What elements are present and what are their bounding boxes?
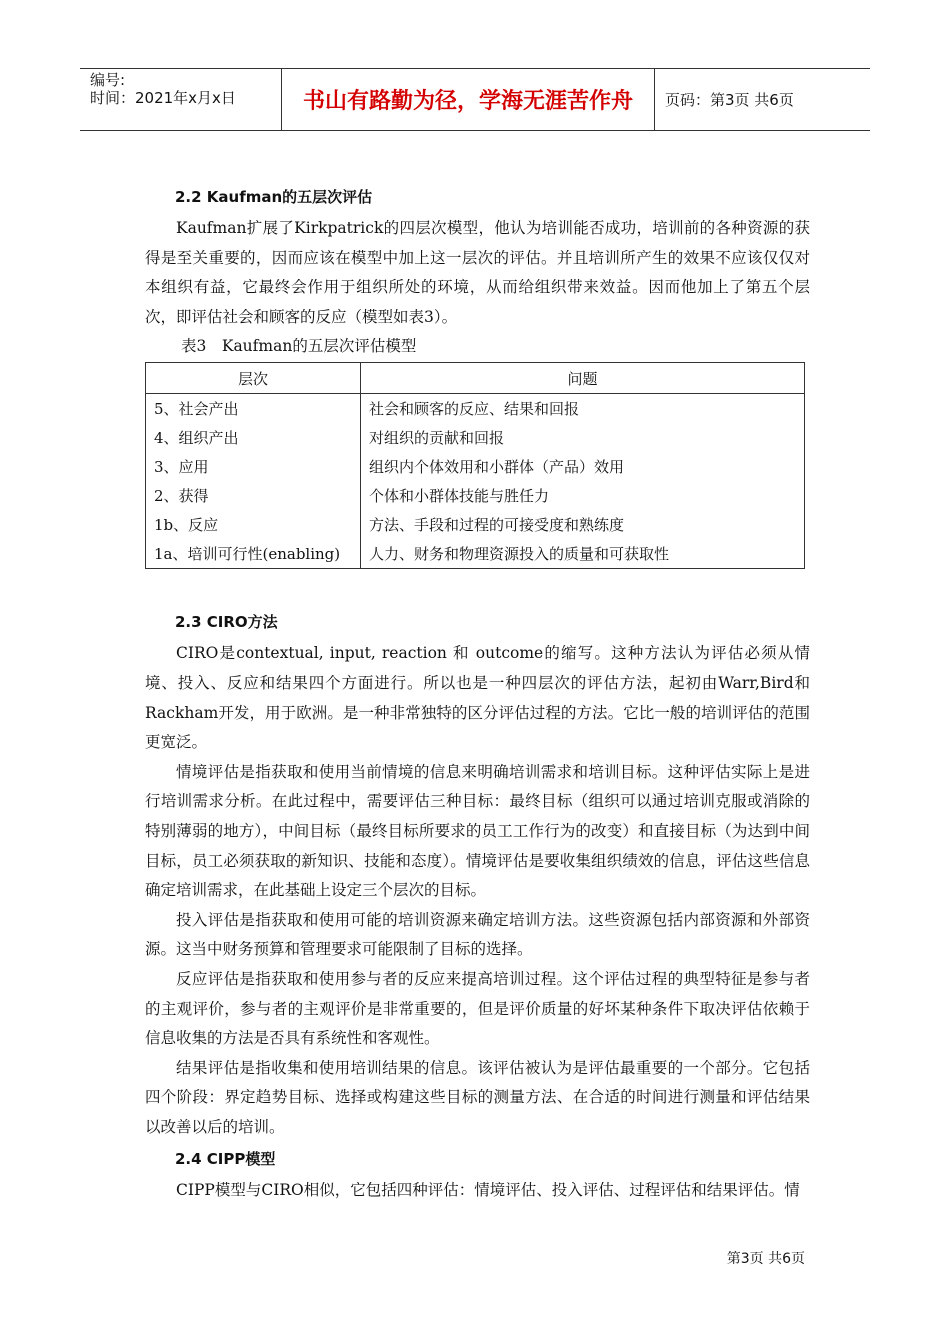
table-cell: 2、获得 (146, 481, 361, 510)
table-header-row (146, 363, 805, 394)
table-row (146, 539, 805, 569)
table-cell: 社会和顾客的反应、结果和回报 (361, 394, 805, 424)
paragraph: 情境评估是指获取和使用当前情境的信息来明确培训需求和培训目标。这种评估实际上是进行培训需求分析。在此过程中，需要评估三种目标：最终目标（组织可以通过培训克服或消除的特别薄弱的地方），中间目标（最终目标所要求的员工工作行为的改变）和直接目标（为达到中间目标，员工必须获取的新知识、技能和态度）。情境评估是要收集组织绩效的信息，评估这些信息确定培训需求，在此基础上设定三个层次的目标。 (145, 762, 810, 900)
table-cell: 1b、反应 (146, 510, 361, 539)
page-footer: 第3页 共6页 (726, 1251, 805, 1267)
table-row (146, 423, 805, 452)
table-header-cell: 问题 (361, 363, 805, 394)
paragraph: 结果评估是指收集和使用培训结果的信息。该评估被认为是评估最重要的一个部分。它包括四个阶段：界定趋势目标、选择或构建这些目标的测量方法、在合适的时间进行测量和评估结果以改善以后的培训。 (145, 1058, 810, 1136)
paragraph: Kaufman扩展了Kirkpatrick的四层次模型，他认为培训能否成功，培训前的各种资源的获得是至关重要的，因而应该在模型中加上这一层次的评估。并且培训所产生的效果不应该仅仅对本组织有益，它最终会作用于组织所处的环境，从而给组织带来效益。因而他加上了第五个层次，即评估社会和顾客的反应（模型如表3）。 (145, 219, 810, 326)
paragraph: 反应评估是指获取和使用参与者的反应来提高培训过程。这个评估过程的典型特征是参与者的主观评价，参与者的主观评价是非常重要的，但是评价质量的好坏某种条件下取决评估依赖于信息收集的方法是否具有系统性和客观性。 (145, 969, 810, 1048)
table-cell: 个体和小群体技能与胜任力 (361, 481, 805, 510)
header-motto: 书山有路勤为径，学海无涯苦作舟 (282, 69, 655, 130)
header-meta (80, 69, 282, 130)
section-title: 2.4 CIPP模型 (175, 1150, 276, 1169)
table-cell: 5、社会产出 (146, 394, 361, 424)
table-row (146, 394, 805, 424)
table-cell: 4、组织产出 (146, 423, 361, 452)
table-cell: 方法、手段和过程的可接受度和熟练度 (361, 510, 805, 539)
page-header (80, 68, 870, 131)
table-cell: 人力、财务和物理资源投入的质量和可获取性 (361, 539, 805, 569)
paragraph: 投入评估是指获取和使用可能的培训资源来确定培训方法。这些资源包括内部资源和外部资源。这当中财务预算和管理要求可能限制了目标的选择。 (145, 910, 810, 959)
table-caption: 表3 Kaufman的五层次评估模型 (181, 337, 417, 356)
document-body (145, 180, 810, 1206)
table-cell: 1a、培训可行性(enabling) (146, 539, 361, 569)
kaufman-table (145, 362, 805, 569)
table-cell: 组织内个体效用和小群体（产品）效用 (361, 452, 805, 481)
table-cell: 3、应用 (146, 452, 361, 481)
table-header-cell: 层次 (146, 363, 361, 394)
time-label: 时间：2021年x月x日 (90, 89, 236, 107)
table-row (146, 481, 805, 510)
table-cell: 对组织的贡献和回报 (361, 423, 805, 452)
table-row (146, 452, 805, 481)
section-title: 2.2 Kaufman的五层次评估 (175, 188, 373, 206)
paragraph: CIRO是contextual, input, reaction 和 outcome的缩写。这种方法认为评估必须从情境、投入、反应和结果四个方面进行。所以也是一种四层次的评估方法，起初由Warr,Bird和Rackham开发，用于欧洲。是一种非常独特的区分评估过程的方法。它比一般的培训评估的范围更宽泛。 (145, 644, 810, 752)
table-row (146, 510, 805, 539)
number-label: 编号: (90, 71, 126, 89)
paragraph: CIPP模型与CIRO相似，它包括四种评估：情境评估、投入评估、过程评估和结果评估。情 (176, 1181, 800, 1200)
header-page-label: 页码：第3页 共6页 (665, 91, 794, 109)
section-title: 2.3 CIRO方法 (175, 613, 278, 632)
